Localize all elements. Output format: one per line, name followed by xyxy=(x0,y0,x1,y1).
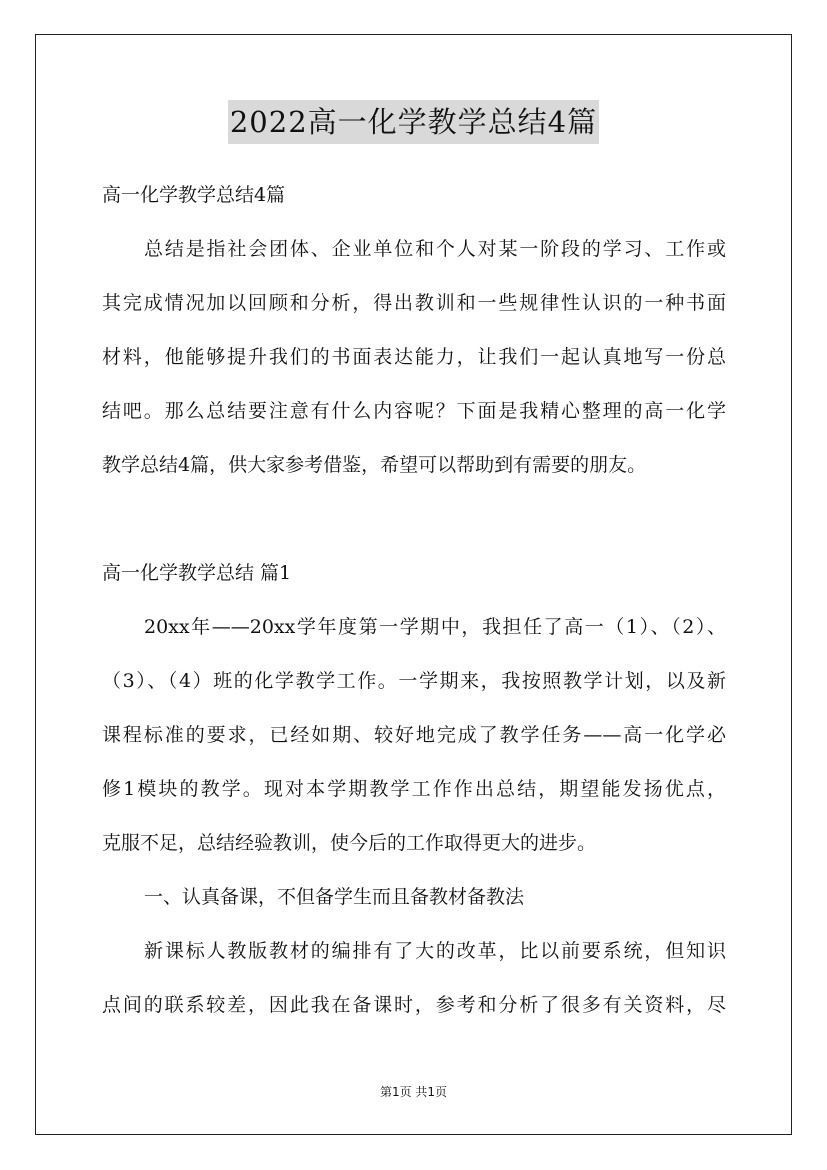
paragraph-line: （3）、（4）班的化学教学工作。一学期来，我按照教学计划，以及新 xyxy=(102,670,726,692)
paragraph-line: 结吧。那么总结要注意有什么内容呢？下面是我精心整理的高一化学 xyxy=(102,400,726,422)
paragraph-line: 教学总结4篇，供大家参考借鉴，希望可以帮助到有需要的朋友。 xyxy=(102,454,647,476)
document-body xyxy=(102,176,726,1040)
page-number-footer: 第1页 共1页 xyxy=(379,1085,448,1099)
intro-heading: 高一化学教学总结4篇 xyxy=(102,184,286,206)
paragraph-line: 新课标人教版教材的编排有了大的改革，比以前要系统，但知识 xyxy=(144,940,726,962)
document-title: 2022高一化学教学总结4篇 xyxy=(228,100,599,144)
paragraph-line: 总结是指社会团体、企业单位和个人对某一阶段的学习、工作或 xyxy=(144,238,726,260)
paragraph-line: 点间的联系较差，因此我在备课时，参考和分析了很多有关资料，尽 xyxy=(102,994,726,1016)
paragraph-spacer xyxy=(102,500,726,554)
paragraph-line: 修1模块的教学。现对本学期教学工作作出总结，期望能发扬优点， xyxy=(102,778,726,800)
paragraph-line: 材料，他能够提升我们的书面表达能力，让我们一起认真地写一份总 xyxy=(102,346,726,368)
subsection-heading: 一、认真备课，不但备学生而且备教材备教法 xyxy=(144,886,525,908)
title-container xyxy=(0,100,827,144)
paragraph-line: 其完成情况加以回顾和分析，得出教训和一些规律性认识的一种书面 xyxy=(102,292,726,314)
paragraph-line: 20xx年——20xx学年度第一学期中，我担任了高一（1）、（2）、 xyxy=(144,616,726,638)
paragraph-line: 克服不足，总结经验教训，使今后的工作取得更大的进步。 xyxy=(102,832,597,854)
paragraph-line: 课程标准的要求，已经如期、较好地完成了教学任务——高一化学必 xyxy=(102,724,726,746)
section-heading: 高一化学教学总结 篇1 xyxy=(102,562,292,584)
